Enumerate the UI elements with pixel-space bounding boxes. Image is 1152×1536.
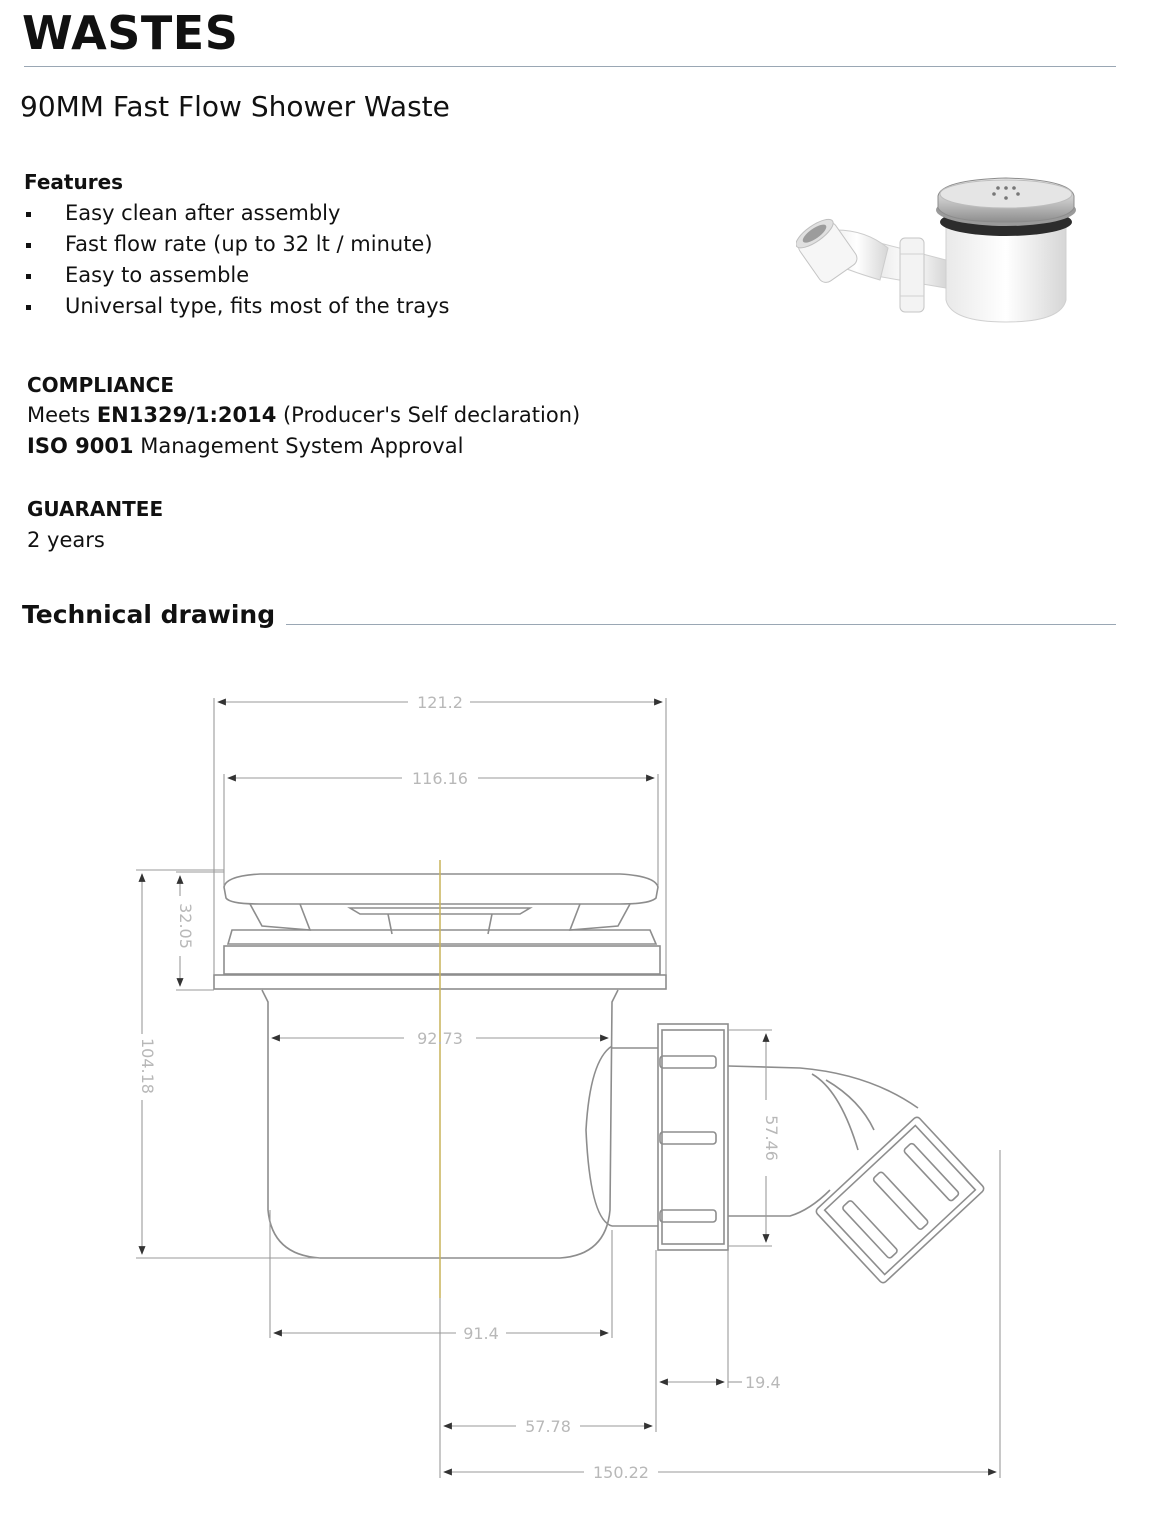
technical-divider — [286, 624, 1116, 625]
feature-item — [24, 229, 449, 260]
dim-nut-width — [656, 1250, 781, 1432]
dim-label: 57.78 — [525, 1417, 571, 1436]
dim-top-height — [176, 872, 224, 990]
compliance-prefix: Meets — [27, 403, 97, 427]
dim-grate-width — [224, 769, 658, 886]
page-title: WASTES — [22, 6, 239, 60]
guarantee-heading: GUARANTEE — [27, 497, 164, 521]
bullet-icon — [26, 212, 31, 217]
elbow-outline — [728, 1066, 985, 1284]
compliance-standard — [27, 403, 580, 427]
dim-label: 104.18 — [138, 1038, 157, 1094]
bullet-icon — [26, 305, 31, 310]
product-photo — [796, 170, 1096, 330]
dim-label: 32.05 — [176, 903, 195, 949]
feature-text: Fast flow rate (up to 32 lt / minute) — [65, 232, 433, 256]
feature-text: Easy to assemble — [65, 263, 250, 287]
feature-item — [24, 291, 449, 322]
dim-label: 92.73 — [417, 1029, 463, 1048]
feature-item — [24, 198, 449, 229]
features-heading: Features — [24, 170, 124, 194]
dim-label: 116.16 — [412, 769, 468, 788]
feature-text: Easy clean after assembly — [65, 201, 341, 225]
dim-label: 57.46 — [762, 1115, 781, 1161]
title-divider — [24, 66, 1116, 67]
dim-body-width — [272, 1029, 608, 1048]
dim-label: 91.4 — [463, 1324, 499, 1343]
bullet-icon — [26, 274, 31, 279]
bullet-icon — [26, 243, 31, 248]
dim-label: 150.22 — [593, 1463, 649, 1482]
features-list — [24, 198, 449, 322]
compliance-heading: COMPLIANCE — [27, 373, 174, 397]
dim-label: 19.4 — [745, 1373, 781, 1392]
dim-label: 121.2 — [417, 693, 463, 712]
technical-drawing — [120, 680, 1020, 1500]
compliance-iso — [27, 434, 463, 458]
outlet-nut-outline — [658, 1024, 728, 1250]
compliance-standard-code: EN1329/1:2014 — [96, 403, 277, 427]
technical-drawing-heading: Technical drawing — [22, 600, 276, 629]
feature-text: Universal type, fits most of the trays — [65, 294, 450, 318]
product-title: 90MM Fast Flow Shower Waste — [20, 90, 450, 123]
iso-code: ISO 9001 — [27, 434, 134, 458]
dim-outlet-height — [728, 1030, 781, 1246]
feature-item — [24, 260, 449, 291]
iso-text: Management System Approval — [133, 434, 464, 458]
guarantee-value: 2 years — [27, 528, 105, 552]
compliance-note: (Producer's Self declaration) — [276, 403, 581, 427]
dim-bottom-width — [270, 1210, 612, 1343]
